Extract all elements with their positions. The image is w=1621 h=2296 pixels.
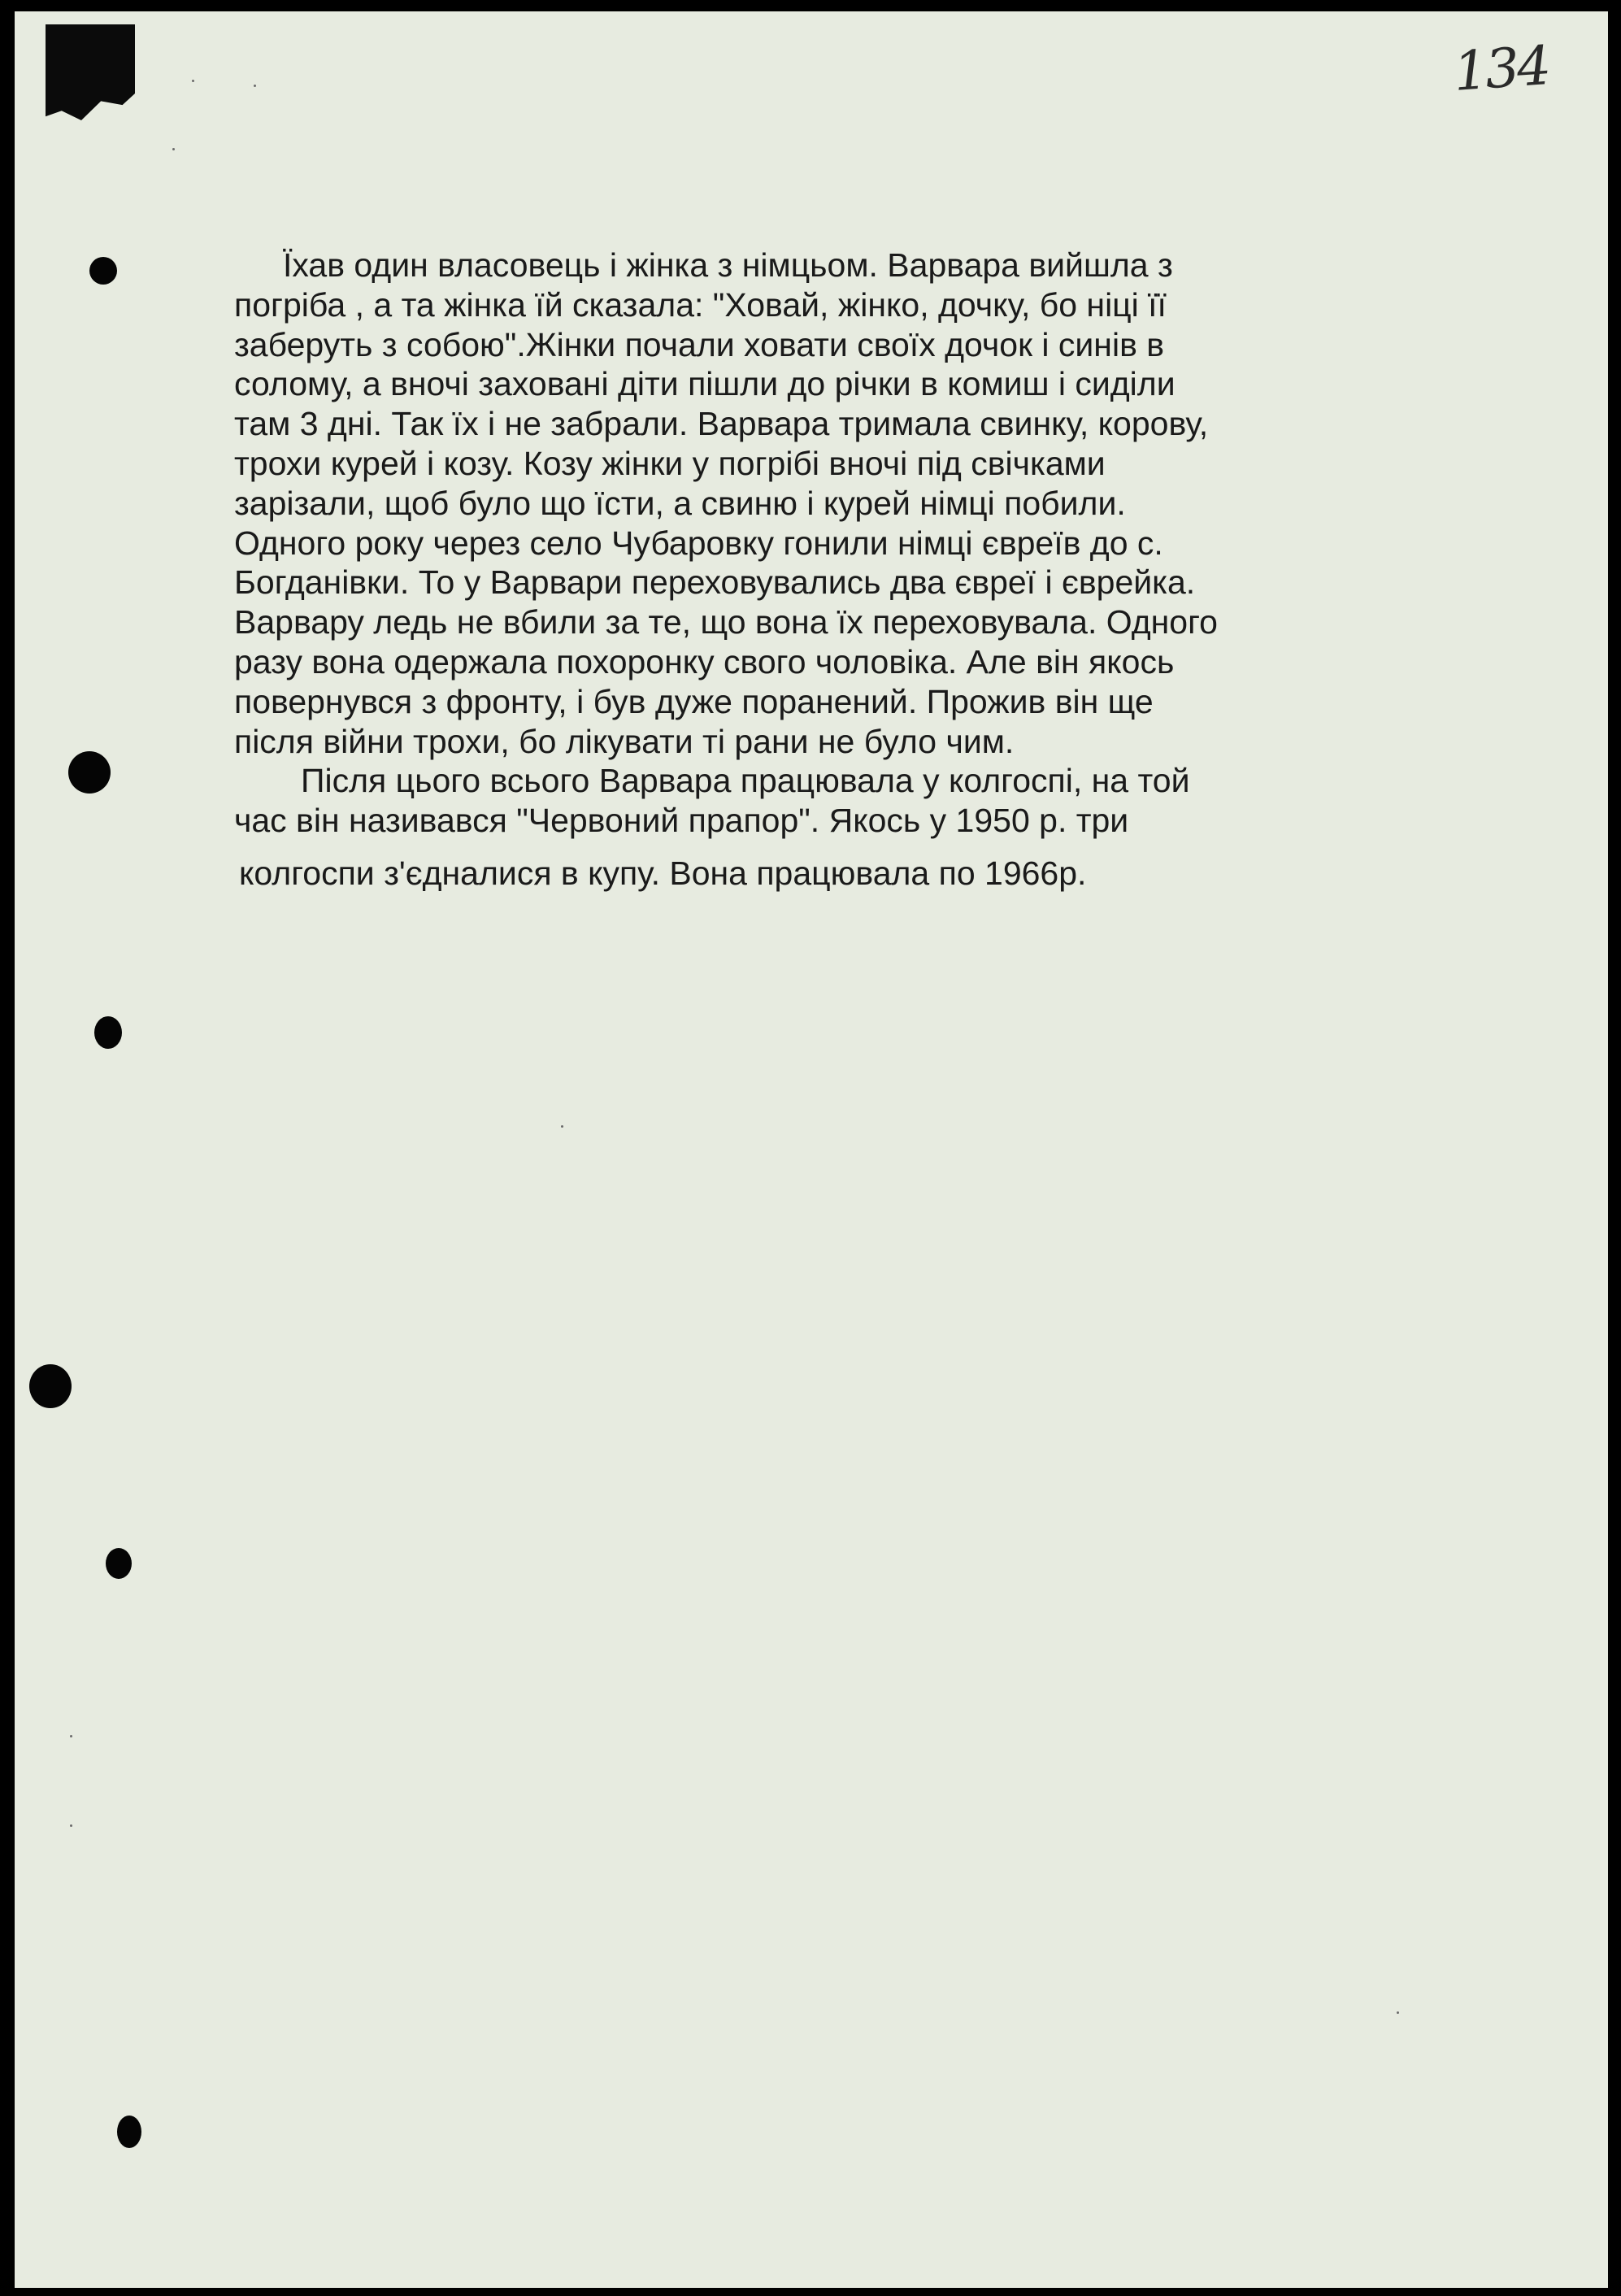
text-line: солому, а вночі заховані діти пішли до річки в комиш і сиділи [234,365,1176,403]
page-number: 134 [1451,34,1551,103]
paper-speck [70,1735,72,1737]
text-line: Одного року через село Чубаровку гонили німці євреїв до с. [234,524,1163,562]
punch-hole-3 [94,1016,122,1049]
text-line: там 3 дні. Так їх і не забрали. Варвара тримала свинку, корову, [234,405,1209,443]
paper-speck [561,1125,563,1128]
paper-speck [254,85,256,87]
punch-hole-4 [29,1364,72,1408]
text-line: Після цього всього Варвара працювала у колгоспі, на той [301,762,1190,800]
punch-hole-6 [117,2116,141,2148]
paper-speck [192,80,194,82]
punch-hole-2 [68,751,111,794]
text-line: час він називався "Червоний прапор". Якось у 1950 р. три [234,802,1129,840]
paper-speck [172,148,175,150]
text-line: зарізали, щоб було що їсти, а свиню і курей німці побили. [234,484,1126,522]
text-line: погріба , а та жінка їй сказала: "Ховай, жінко, дочку, бо ніці її [234,285,1167,324]
text-line: разу вона одержала похоронку свого чоловіка. Але він якось [234,642,1175,681]
paper-speck [70,1824,72,1827]
document-page [15,11,1608,2288]
black-tape-mark [46,24,135,120]
text-line: Варвару ледь не вбили за те, що вона їх переховувала. Одного [234,603,1218,641]
text-line: колгоспи з'єдналися в купу. Вона працювала по 1966р. [239,854,1087,892]
punch-hole-1 [89,257,117,285]
punch-hole-5 [106,1548,132,1579]
text-line: заберуть з собою".Жінки почали ховати своїх дочок і синів в [234,325,1165,363]
text-line: Богданівки. То у Варвари переховувались два євреї і єврейка. [234,563,1196,602]
paper-speck [1397,2011,1399,2014]
body-text [234,246,1372,894]
text-line: після війни трохи, бо лікувати ті рани не було чим. [234,722,1015,760]
text-line: Їхав один власовець і жінка з німцьом. Варвара вийшла з [283,246,1173,284]
text-line: трохи курей і козу. Козу жінки у погрібі вночі під свічками [234,444,1106,482]
text-line: повернувся з фронту, і був дуже поранений. Прожив він ще [234,682,1154,720]
